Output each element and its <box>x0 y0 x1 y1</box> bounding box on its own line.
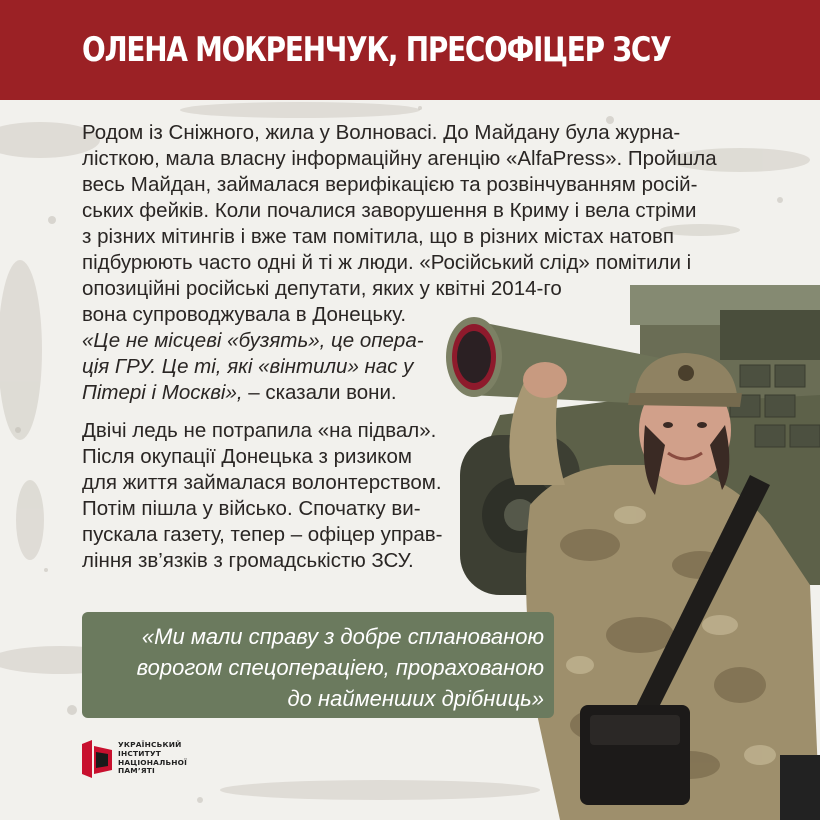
inline-quote-text: «Це не місцеві «бузять», це опера- <box>82 329 424 352</box>
page-title: ОЛЕНА МОКРЕНЧУК, ПРЕСОФІЦЕР ЗСУ <box>82 30 671 70</box>
bio-line: весь Майдан, займалася верифікацією та розвінчуванням росій- <box>82 173 698 196</box>
bio-line: підбурюють часто одні й ті ж люди. «Російський слід» помітили і <box>82 251 692 274</box>
pull-quote-line: ворогом спецопераціею, прорахованою <box>136 655 544 680</box>
bio-line: для життя займалася волонтерством. <box>82 471 442 494</box>
bio-line: з різних мітингів і вже там помітила, що в різних містах натовп <box>82 225 675 248</box>
inline-quote-text: ція ГРУ. Це ті, які «вінтили» нас у <box>82 355 414 378</box>
bio-line: ських фейків. Коли почалися заворушення в Криму і вела стріми <box>82 199 697 222</box>
quote-attribution: – сказали вони. <box>242 381 397 404</box>
biography-text <box>82 120 717 574</box>
bio-line: опозиційні російські депутати, яких у квітні 2014-го <box>82 277 562 300</box>
bio-line: вона супроводжувала в Донецьку. <box>82 303 407 326</box>
bio-line: пускала газету, тепер – офіцер управ- <box>82 523 443 546</box>
logo-text-line: УКРАЇНСЬКИЙ <box>118 740 182 749</box>
inline-quote-line <box>82 328 717 354</box>
bio-line: лісткою, мала власну інформаційну агенцію «AlfaPress». Пройшла <box>82 147 717 170</box>
logo-text-line: ПАМ’ЯТІ <box>118 766 155 776</box>
logo-text-line: НАЦІОНАЛЬНОЇ <box>118 757 188 767</box>
uinp-logo-icon <box>82 740 112 778</box>
uinp-logo-text <box>118 741 187 776</box>
pull-quote-line: до найменших дрібниць» <box>287 686 544 711</box>
pull-quote-line: «Ми мали справу з добре спланованою <box>141 624 544 649</box>
bio-line: ління зв’язків з громадськістю ЗСУ. <box>82 549 414 572</box>
pull-quote <box>82 612 554 718</box>
bio-line: Потім пішла у військо. Спочатку ви- <box>82 497 421 520</box>
header-banner <box>0 0 820 100</box>
logo-text-line: ІНСТИТУТ <box>118 748 161 758</box>
inline-quote-line <box>82 380 717 406</box>
bio-line: Двічі ледь не потрапила «на підвал». <box>82 419 437 442</box>
bio-line: Родом із Сніжного, жила у Волновасі. До Майдану була журна- <box>82 121 681 144</box>
bio-line: Після окупації Донецька з ризиком <box>82 445 413 468</box>
inline-quote-line <box>82 354 717 380</box>
inline-quote-text: Пітері і Москві», <box>82 381 243 404</box>
